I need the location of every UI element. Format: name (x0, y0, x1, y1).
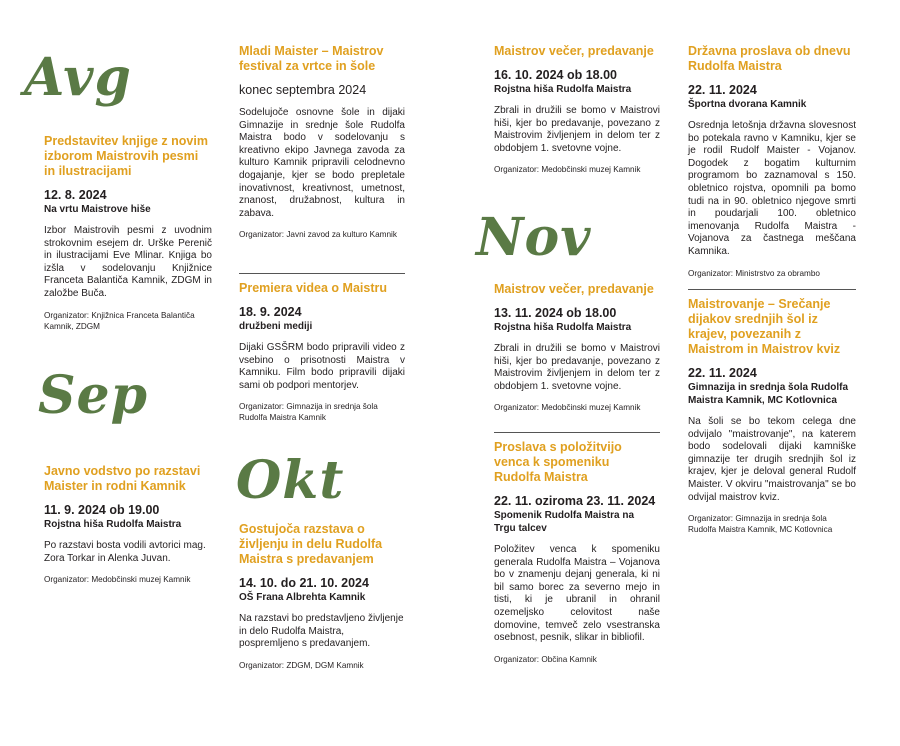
event-place: Rojstna hiša Rudolfa Maistra (494, 84, 632, 95)
event-place: Na vrtu Maistrove hiše (44, 204, 151, 215)
event-place: OŠ Frana Albrehta Kamnik (239, 592, 366, 603)
event-organizer: Organizator: Medobčinski muzej Kamnik (494, 165, 641, 175)
event-organizer: Organizator: Medobčinski muzej Kamnik (44, 575, 191, 585)
event-place: Rojstna hiša Rudolfa Maistra (494, 322, 632, 333)
event-place: družbeni mediji (239, 321, 313, 332)
month-heading-avg: Avg (24, 47, 132, 108)
event-title: Maistrov večer, predavanje (494, 282, 654, 296)
event-title: Maistrovanje – Srečanje dijakov srednjih šol iz krajev, povezanih z Maistrom in Maistrov kviz (688, 297, 841, 356)
event-organizer: Organizator: ZDGM, DGM Kamnik (239, 660, 364, 670)
event-title: Državna proslava ob dnevu Rudolfa Maistra (688, 44, 851, 73)
event-title: Premiera videa o Maistru (239, 281, 387, 295)
divider (688, 289, 856, 290)
event-guest-exhibition (239, 522, 405, 671)
event-description: Dijaki GSŠRM bodo pripravili video z vsebino o prisotnosti Maistra v Kamniku. Film bodo pripravili dijaki sami ob podpori mentorjev. (239, 342, 405, 391)
event-description: Na šoli se bo tekom celega dne odvijalo "maistrovanje", na katerem bodo sodelovali dijaki kamniške gimnazije ter drugih srednjih šol iz krajev, kjer je deloval general Rudolf Maister. V okviru "maistrovanja" se bo odvijal maistrov kviz. (688, 416, 856, 503)
event-date: 12. 8. 2024 (44, 188, 107, 202)
month-heading-sep: Sep (38, 365, 148, 426)
event-young-maister-festival (239, 44, 405, 240)
event-place: Gimnazija in srednja šola Rudolfa Maistra Kamnik, MC Kotlovnica (688, 382, 849, 406)
event-maister-evening-oct (494, 44, 660, 175)
event-description: Zbrali in družili se bomo v Maistrovi hiši, kjer bo predavanje, povezano z Maistrovim življenjem in delom ter z obdobjem 1. svetovne vojne. (494, 105, 660, 154)
event-title: Mladi Maister – Maistrov festival za vrtce in šole (239, 44, 384, 73)
event-date: 22. 11. oziroma 23. 11. 2024 (494, 494, 656, 508)
event-date: 22. 11. 2024 (688, 366, 757, 380)
event-title: Proslava s položitvijo venca k spomeniku Rudolfa Maistra (494, 440, 622, 484)
event-description: Na razstavi bo predstavljeno življenje in delo Rudolfa Maistra, pospremljeno s predavanjem. (239, 613, 404, 650)
divider (239, 273, 405, 274)
event-state-celebration (688, 44, 856, 279)
event-date: 14. 10. do 21. 10. 2024 (239, 576, 369, 590)
event-video-premiere (239, 281, 405, 423)
event-description: Izbor Maistrovih pesmi z uvodnim strokovnim esejem dr. Urške Perenič in ilustracijami Eve Mlinar. Knjiga bo izšla v sodelovanju Knjižnice Franceta Balantiča Kamnik, ZDGM in založbe Buča. (44, 225, 212, 299)
event-description: Položitev venca k spomeniku generala Rudolfa Maistra – Vojanova bo v znamenju dejanj generala, ki ni bil samo borec za severno mejo in tisti, ki je ubranil in ohranil ozemeljsko celovitost naše domovine, temveč zelo vsestranska osebnost, pesnik, slikar in bibliofil. (494, 544, 660, 644)
event-title: Maistrov večer, predavanje (494, 44, 654, 58)
month-heading-okt: Okt (236, 450, 345, 511)
event-place: Športna dvorana Kamnik (688, 99, 807, 110)
event-organizer: Organizator: Gimnazija in srednja šola Rudolfa Maistra Kamnik, MC Kotlovnica (688, 514, 833, 535)
event-maistrovanje (688, 297, 856, 535)
event-date: 22. 11. 2024 (688, 83, 757, 97)
event-place: Spomenik Rudolfa Maistra na Trgu talcev (494, 510, 635, 534)
event-organizer: Organizator: Gimnazija in srednja šola Rudolfa Maistra Kamnik (239, 402, 378, 423)
event-place: Rojstna hiša Rudolfa Maistra (44, 519, 182, 530)
event-title: Predstavitev knjige z novim izborom Maistrovih pesmi in ilustracijami (44, 134, 208, 178)
event-date: 18. 9. 2024 (239, 305, 302, 319)
event-date: 16. 10. 2024 ob 18.00 (494, 68, 618, 82)
month-heading-nov: Nov (476, 207, 592, 268)
event-date: konec septembra 2024 (239, 83, 367, 97)
event-organizer: Organizator: Občina Kamnik (494, 654, 597, 664)
divider (494, 432, 660, 433)
event-description: Zbrali in družili se bomo v Maistrovi hiši, kjer bo predavanje, povezano z Maistrovim življenjem in delom ter z obdobjem 1. svetovne vojne. (494, 343, 660, 392)
event-date: 13. 11. 2024 ob 18.00 (494, 306, 617, 320)
event-description: Sodelujoče osnovne šole in dijaki Gimnazije in srednje šole Rudolfa Maistra bodo v sodelovanju s kreativno ekipo Javnega zavoda za kulturo Kamnik pripravili celodnevno dogajanje, kjer se bodo prepletale inovativnost, kreativnost, umetnost, znanost, družabnost, kultura in zabava. (239, 107, 405, 219)
event-book-presentation (44, 134, 212, 332)
event-title: Javno vodstvo po razstavi Maister in rodni Kamnik (44, 464, 201, 493)
event-guided-tour (44, 464, 212, 585)
event-description: Osrednja letošnja državna slovesnost bo potekala ravno v Kamniku, kjer se je rodil Rudolf Maister - Vojanov. Dogodek z bogatim kulturnim programom bo zaznamoval s 150. obletnico rojstva, opomnili pa bomo tudi na in 90. obletnico njegove smrti in poudarjali 100. obletnico imenovanja Rudolfa Maistra - Vojanova za častnega meščana Kamnika. (688, 120, 856, 257)
event-wreath-ceremony (494, 440, 660, 665)
event-maister-evening-nov (494, 282, 660, 413)
event-description: Po razstavi bosta vodili avtorici mag. Zora Torkar in Alenka Juvan. (44, 540, 206, 564)
event-organizer: Organizator: Knjižnica Franceta Balantiča Kamnik, ZDGM (44, 310, 195, 331)
event-organizer: Organizator: Javni zavod za kulturo Kamnik (239, 230, 397, 240)
event-title: Gostujoča razstava o življenju in delu Rudolfa Maistra s predavanjem (239, 522, 383, 566)
event-organizer: Organizator: Medobčinski muzej Kamnik (494, 403, 641, 413)
event-date: 11. 9. 2024 ob 19.00 (44, 503, 160, 517)
event-organizer: Organizator: Ministrstvo za obrambo (688, 268, 820, 278)
